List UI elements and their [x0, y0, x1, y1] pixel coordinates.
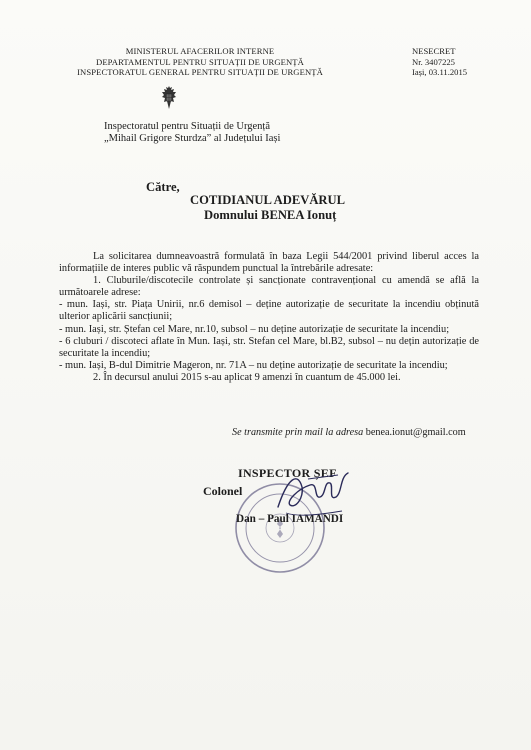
coat-of-arms-icon [160, 85, 178, 111]
address-item: - mun. Iași, str. Piața Unirii, nr.6 demisol – deține autorizație de securitate la incendiu obținută ulterior aplicării sancțiunii; [59, 299, 479, 323]
address-item: - 6 cluburi / discoteci aflate în Mun. Iași, str. Stefan cel Mare, bl.B2, subsol – nu dețin autorizație de securitate la incendiu; [59, 335, 479, 359]
classification-label: NESECRET [412, 46, 456, 56]
recipient-greeting: Către, [146, 180, 180, 194]
mail-address: benea.ionut@gmail.com [365, 427, 466, 438]
registration-number: Nr. 3407225 [412, 56, 455, 67]
answer-point-1: 1. Cluburile/discotecile controlate și sancționate contravențional cu amendă se află la următoarele adrese: [59, 275, 479, 299]
intro-paragraph: La solicitarea dumneavoastră formulată în baza Legii 544/2001 privind liberul acces la informațiile de interes public vă răspundem punctual la întrebările adresate: [59, 251, 479, 275]
ministry-header [60, 46, 340, 78]
document-reference [412, 46, 467, 78]
answer-point-2: 2. În decursul anului 2015 s-au aplicat 9 amenzi în cuantum de 45.000 lei. [93, 371, 401, 383]
place-date: Iași, 03.11.2015 [412, 67, 468, 78]
signatory-rank: Colonel [203, 484, 243, 498]
header-line-inspectorate: INSPECTORATUL GENERAL PENTRU SITUAȚII DE URGENȚĂ [77, 67, 323, 78]
mail-note-text: Se transmite prin mail la adresa [232, 427, 364, 438]
issuing-institution [104, 121, 280, 146]
institution-line-1: Inspectoratul pentru Situații de Urgență [104, 121, 271, 132]
signatory-title: INSPECTOR ȘEF [238, 466, 337, 480]
address-item: - mun. Iași, str. Ștefan cel Mare, nr.10, subsol – nu deține autorizație de securitate la incendiu; [59, 323, 450, 335]
handwritten-signature-icon [268, 467, 358, 522]
header-line-department: DEPARTAMENTUL PENTRU SITUAȚII DE URGENȚĂ [96, 56, 304, 67]
letter-body [59, 251, 479, 384]
recipient-person: Domnului BENEA Ionuț [204, 208, 337, 222]
header-line-ministry: MINISTERUL AFACERILOR INTERNE [125, 46, 275, 56]
recipient-organization: COTIDIANUL ADEVĂRUL [190, 193, 345, 207]
address-item: - mun. Iași, B-dul Dimitrie Mageron, nr. 71A – nu deține autorizație de securitate la incendiu; [59, 359, 448, 371]
mail-note [232, 427, 466, 438]
signatory-name: Dan – Paul IAMANDI [236, 513, 344, 525]
recipient-block [190, 193, 345, 223]
institution-line-2: „Mihail Grigore Sturdza” al Județului Iași [104, 133, 281, 145]
